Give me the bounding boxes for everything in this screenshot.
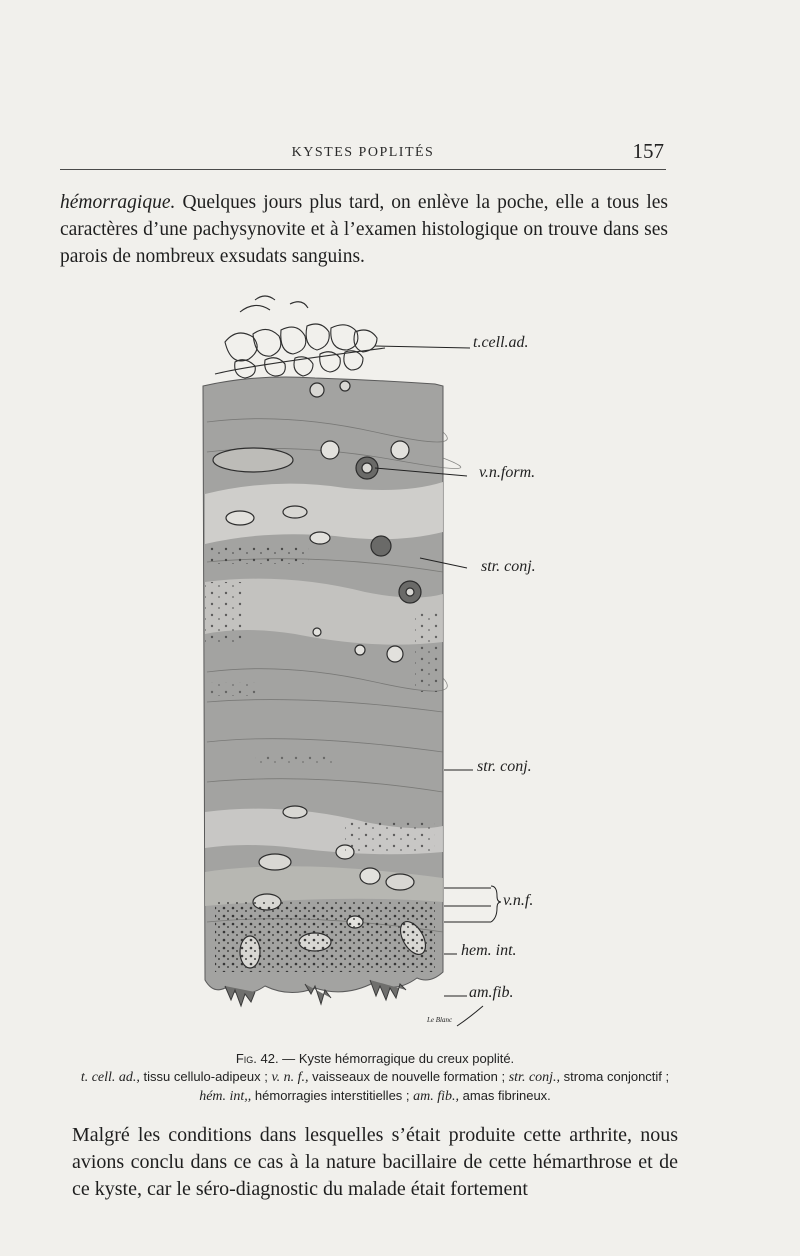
legend-abbr-4: hém. int,,	[199, 1089, 252, 1104]
label-am-fib: am.fib.	[469, 984, 514, 1001]
caption-title: Kyste hémorragique du creux poplité.	[298, 1051, 515, 1066]
label-str-conj-2: str. conj.	[477, 758, 532, 775]
legend-desc-2: vaisseaux de nouvelle formation ;	[308, 1069, 509, 1084]
legend-abbr-1: t. cell. ad.,	[80, 1070, 140, 1085]
page-number: 157	[632, 139, 664, 163]
legend-desc-4: hémorragies interstitielles ;	[251, 1088, 414, 1103]
top-paragraph-text: Quelques jours plus tard, on enlève la poche, elle a tous les caractères d’une pachysynovite et à l’examen histologique on trouve dans ses parois de nombreux exsudats sanguins.	[60, 192, 668, 267]
caption-legend	[70, 1068, 680, 1106]
histology-figure	[195, 282, 575, 1042]
label-vnf: v.n.f.	[503, 892, 534, 909]
legend-desc-5: amas fibrineux.	[459, 1088, 551, 1103]
italic-word: hémorragique.	[60, 192, 176, 213]
legend-abbr-3: str. conj.,	[508, 1070, 561, 1085]
caption-title-line	[70, 1050, 680, 1068]
figure-number: Fig. 42. —	[235, 1051, 296, 1066]
engraver-signature: Le Blanc	[427, 1016, 453, 1024]
label-cell-ad: t.cell.ad.	[473, 334, 529, 351]
legend-desc-1: tissu cellulo-adipeux ;	[139, 1069, 272, 1084]
running-title: KYSTES POPLITÉS	[291, 145, 435, 160]
adipose-tissue	[215, 296, 385, 378]
label-vn-form: v.n.form.	[479, 464, 536, 481]
page-header	[60, 135, 666, 173]
legend-abbr-5: am. fib.,	[413, 1089, 460, 1104]
tissue-section-drawing	[195, 282, 575, 1042]
bottom-paragraph: Malgré les conditions dans lesquelles s’était produite cette arthrite, nous avions conclu dans ce cas à la nature bacillaire de cette hémarthrose et de ce kyste, car le séro-diagnostic du malade était fortement	[72, 1124, 678, 1200]
label-hem-int: hem. int.	[461, 942, 517, 959]
legend-desc-3: stroma conjonctif ;	[560, 1069, 670, 1084]
top-paragraph	[60, 189, 668, 270]
label-str-conj-1: str. conj.	[481, 558, 536, 575]
header-rule	[60, 169, 666, 170]
legend-abbr-2: v. n. f.,	[271, 1070, 309, 1085]
figure-caption	[70, 1050, 680, 1106]
